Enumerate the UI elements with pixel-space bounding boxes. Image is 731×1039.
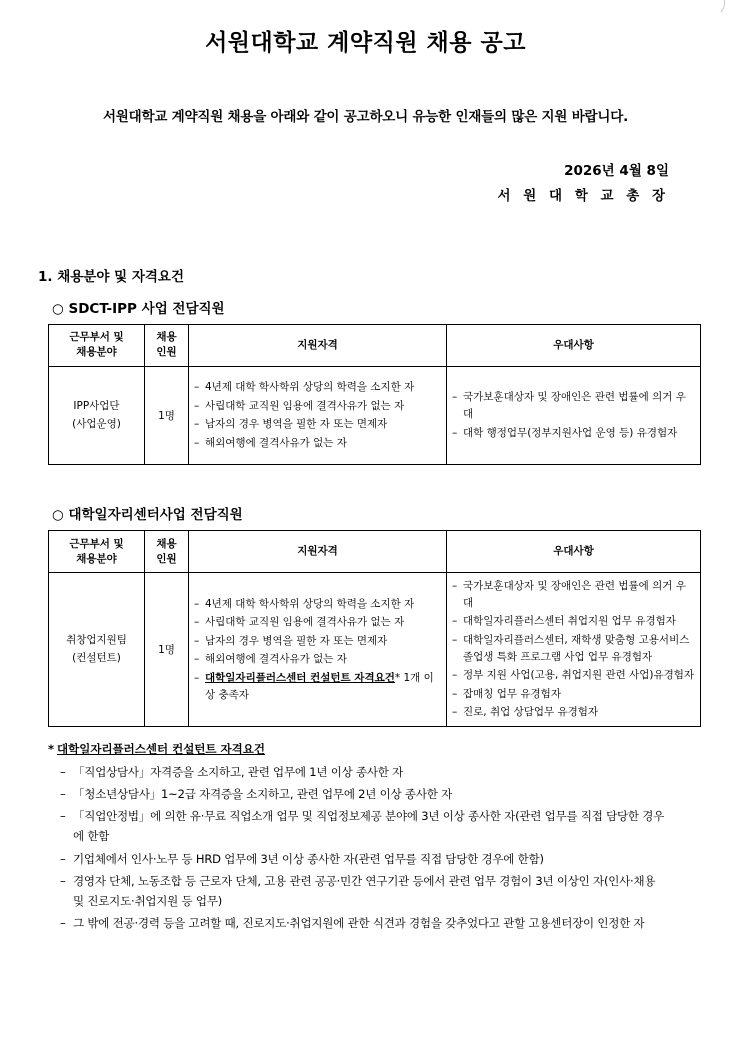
list-item: – 대학일자리플러스센터 취업지원 업무 유경험자: [452, 613, 695, 630]
cell-department: [49, 573, 145, 727]
column-header-count: [145, 531, 189, 573]
qualification-list: [194, 379, 441, 452]
list-item: – 해외여행에 결격사유가 없는 자: [194, 435, 441, 452]
column-header-count-line2: 인원: [156, 346, 177, 359]
column-header-preference: 우대사항: [447, 324, 701, 366]
table-header-row: [49, 324, 701, 366]
column-header-department: [49, 531, 145, 573]
list-item: – 국가보훈대상자 및 장애인은 관련 법률에 의거 우대: [452, 578, 695, 612]
column-header-department: [49, 324, 145, 366]
table-row: [49, 366, 701, 465]
list-item: – 해외여행에 결격사유가 없는 자: [194, 651, 441, 668]
page-corner-arc-decoration: [699, 0, 725, 16]
list-item: – 4년제 대학 학사학위 상당의 학력을 소지한 자: [194, 596, 441, 613]
recruitment-table-sdct-ipp: [48, 324, 701, 466]
cell-qualification: [189, 366, 447, 465]
list-item: – 국가보훈대상자 및 장애인은 관련 법률에 의거 우대: [452, 389, 695, 423]
list-item: – 남자의 경우 병역을 필한 자 또는 면제자: [194, 633, 441, 650]
column-header-count: [145, 324, 189, 366]
list-item: – 「직업안정법」에 의한 유·무료 직업소개 업무 및 직업정보제공 분야에 3년 이상 종사한 자(관련 업무를 직접 담당한 경우에 한함: [60, 807, 669, 847]
cell-department-line1: IPP사업단: [73, 399, 120, 412]
list-item: – 「청소년상담사」1~2급 자격증을 소지하고, 관련 업무에 2년 이상 종사한 자: [60, 785, 669, 805]
footnote-star-marker: *: [48, 741, 55, 756]
cell-preference: [447, 573, 701, 727]
column-header-department-line2: 채용분야: [76, 346, 117, 359]
footnote-title: 대학일자리플러스센터 컨설턴트 자격요건: [57, 741, 265, 756]
qualification-emphasis-rest: * 1개 이상 충족자: [205, 671, 434, 701]
section-heading-recruitment: 1. 채용분야 및 자격요건: [38, 268, 184, 285]
preference-list: [452, 389, 695, 442]
footnote-list: [38, 763, 693, 934]
table-row: [49, 573, 701, 727]
list-item: – 사립대학 교직원 임용에 결격사유가 없는 자: [194, 398, 441, 415]
subsection-heading-sdct-ipp: ○ SDCT-IPP 사업 전담직원: [52, 300, 225, 317]
cell-count: 1명: [145, 573, 189, 727]
cell-department-line2: (사업운영): [72, 417, 121, 430]
list-item: – 대학 행정업무(정부지원사업 운영 등) 유경험자: [452, 425, 695, 442]
list-item: – 경영자 단체, 노동조합 등 근로자 단체, 고용 관련 공공·민간 연구기관 등에서 관련 업무 경험이 3년 이상인 자(인사·채용 및 진로지도·취업지원 등 업무): [60, 872, 669, 912]
preference-list: [452, 578, 695, 722]
announcement-date: 2026년 4월 8일: [564, 163, 669, 179]
list-item: – 진로, 취업 상담업무 유경험자: [452, 704, 695, 721]
cell-department-line2: (컨설턴트): [72, 651, 121, 664]
list-item: – 4년제 대학 학사학위 상당의 학력을 소지한 자: [194, 379, 441, 396]
column-header-qualification: 지원자격: [189, 531, 447, 573]
column-header-count-line2: 인원: [156, 552, 177, 565]
cell-preference: [447, 366, 701, 465]
list-item: – 잡매칭 업무 유경험자: [452, 686, 695, 703]
column-header-preference: 우대사항: [447, 531, 701, 573]
date-signature-block: [38, 159, 693, 209]
list-item: – 그 밖에 전공·경력 등을 고려할 때, 진로지도·취업지원에 관한 식견과 경험을 갖추었다고 관할 고용센터장이 인정한 자: [60, 914, 669, 934]
cell-department-line1: 취창업지원팀: [66, 633, 127, 646]
column-header-department-line2: 채용분야: [76, 552, 117, 565]
subsection-heading-jobcenter: ○ 대학일자리센터사업 전담직원: [52, 507, 243, 524]
footnote-heading: [48, 741, 693, 757]
qualification-emphasis-text: 대학일자리플러스센터 컨설턴트 자격요건: [205, 671, 395, 684]
column-header-qualification: 지원자격: [189, 324, 447, 366]
list-item: – 「직업상담사」자격증을 소지하고, 관련 업무에 1년 이상 종사한 자: [60, 763, 669, 783]
column-header-department-line1: 근무부서 및: [69, 331, 124, 344]
page-title: 서원대학교 계약직원 채용 공고: [205, 30, 526, 56]
cell-department: [49, 366, 145, 465]
list-item: – 대학일자리플러스센터, 재학생 맞춤형 고용서비스 졸업생 특화 프로그램 사업 업무 유경험자: [452, 632, 695, 666]
column-header-count-line1: 채용: [156, 331, 177, 344]
qualification-list: [194, 596, 441, 704]
list-item: – 사립대학 교직원 임용에 결격사유가 없는 자: [194, 614, 441, 631]
signature-line: 서 원 대 학 교 총 장: [497, 187, 669, 204]
column-header-count-line1: 채용: [156, 537, 177, 550]
list-item-emphasized: [194, 670, 441, 704]
table-header-row: [49, 531, 701, 573]
column-header-department-line1: 근무부서 및: [69, 537, 124, 550]
cell-count: 1명: [145, 366, 189, 465]
table-spacer: [38, 465, 693, 491]
intro-paragraph: 서원대학교 계약직원 채용을 아래와 같이 공고하오니 유능한 인재들의 많은 지원 바랍니다.: [102, 109, 629, 125]
list-item: – 남자의 경우 병역을 필한 자 또는 면제자: [194, 416, 441, 433]
recruitment-table-jobcenter: [48, 530, 701, 727]
list-item: – 정부 지원 사업(고용, 취업지원 관련 사업)유경험자: [452, 667, 695, 684]
cell-qualification: [189, 573, 447, 727]
list-item: – 기업체에서 인사·노무 등 HRD 업무에 3년 이상 종사한 자(관련 업무를 직접 담당한 경우에 한함): [60, 850, 669, 870]
